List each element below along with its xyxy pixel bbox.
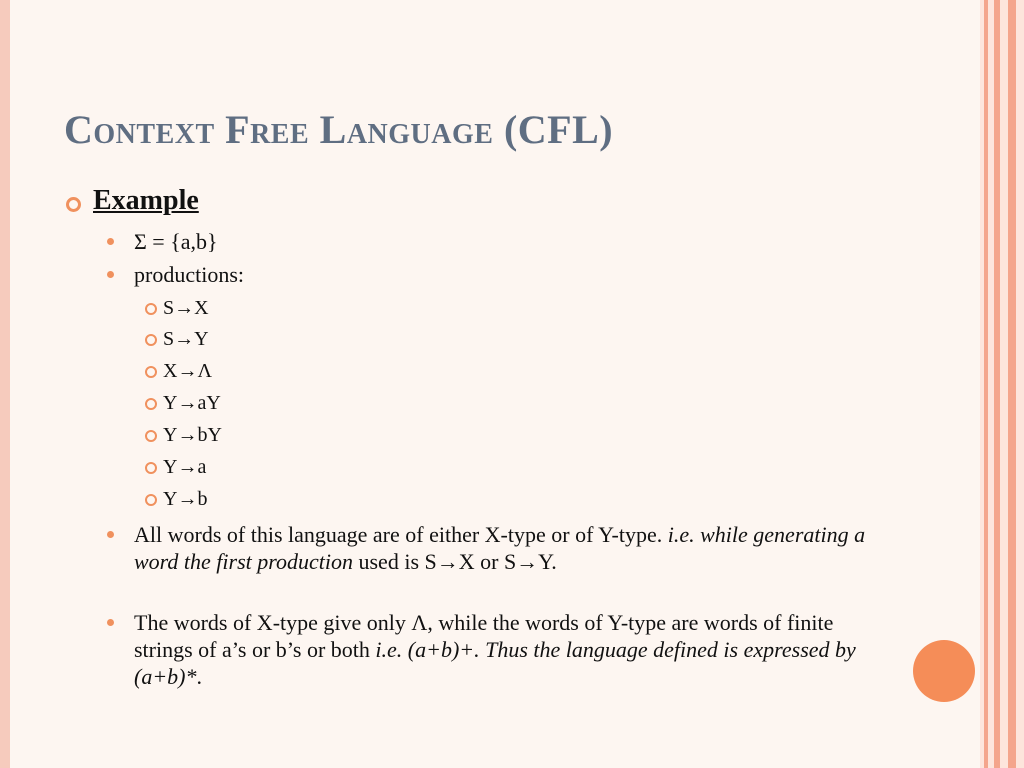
production-item: Y→a (163, 456, 207, 478)
production-item: S→X (163, 297, 209, 319)
production-item: Y→bY (163, 424, 222, 446)
bullet-ring-icon (145, 494, 157, 506)
bullet-ring-icon (66, 197, 81, 212)
bullet-ring-icon (145, 462, 157, 474)
bullet-ring-icon (145, 430, 157, 442)
para1-text-end: used is S→X or S→Y. (353, 549, 557, 574)
bullet-ring-icon (145, 334, 157, 346)
para2-italic: i.e. (a+b)+. Thus the language defined is expressed by (a+b)* (134, 637, 856, 689)
border-stripe (994, 0, 1000, 768)
bullet-ring-icon (145, 366, 157, 378)
decorative-circle (913, 640, 975, 702)
bullet-dot-icon (107, 531, 114, 538)
production-item: S→Y (163, 328, 209, 350)
bullet-dot-icon (107, 271, 114, 278)
bullet-ring-icon (145, 398, 157, 410)
slide (10, 0, 980, 768)
left-border (0, 0, 10, 768)
production-item: Y→b (163, 488, 208, 510)
productions-label: productions: (134, 262, 244, 287)
word-types-paragraph (134, 521, 879, 575)
para1-text: All words of this language are of either X-type or of Y-type. (134, 522, 668, 547)
production-item: X→Λ (163, 360, 212, 382)
para2-text: The words of X-type give only Λ, while the words of Y-type are words of finite strings of a’s or b’s or both (134, 610, 834, 662)
bullet-dot-icon (107, 238, 114, 245)
border-stripe (1008, 0, 1016, 768)
para1-italic: i.e. while generating a word the first production (134, 522, 866, 574)
bullet-ring-icon (145, 303, 157, 315)
alphabet-item: Σ = {a,b} (134, 229, 218, 254)
slide-title: Context Free Language (CFL) (64, 107, 614, 152)
para2-text-end: . (196, 664, 202, 689)
border-stripe (984, 0, 988, 768)
example-heading: Example (93, 185, 199, 216)
production-item: Y→aY (163, 392, 221, 414)
expression-paragraph (134, 609, 879, 690)
right-border (980, 0, 1024, 768)
slide-content (10, 0, 980, 768)
bullet-dot-icon (107, 619, 114, 626)
